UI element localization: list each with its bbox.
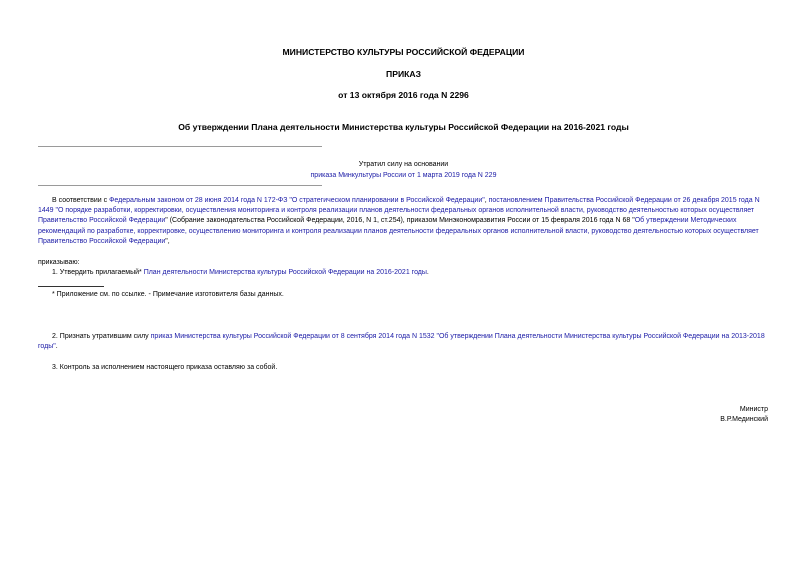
item-1-end: .	[426, 269, 429, 276]
date-number-heading: от 13 октября 2016 года N 2296	[338, 90, 469, 100]
ministry-heading: МИНИСТЕРСТВО КУЛЬТУРЫ РОССИЙСКОЙ ФЕДЕРАЦИИ	[282, 47, 525, 57]
doc-type-heading: ПРИКАЗ	[386, 69, 421, 79]
ministry-order-link[interactable]: Об утверждении Методических рекомендаций по разработке, корректировке, осуществлению мониторинга и контроля реализации планов деятельности федеральных органов исполнительной власти, руководство деятельностью которых осуществляет Правительство Российской Федерации	[38, 217, 759, 245]
document-title: Об утверждении Плана деятельности Министерства культуры Российской Федерации на 2016-2021 годы	[178, 122, 629, 132]
government-decree-link[interactable]: постановлением Правительства Российской Федерации от 26 декабря 2015 года N 1449 "О порядке разработки, корректировки, осуществления мониторинга и контроля реализации планов деятельности федеральных органов исполнительной власти, руководство деятельностью которых осуществляет Правительство Российской Федерации	[38, 197, 760, 225]
item-2-text: 2. Признать утратившим силу	[52, 333, 151, 340]
footnote: * Приложение см. по ссылке. - Примечание изготовителя базы данных.	[52, 291, 284, 298]
item-2-end: .	[55, 343, 58, 351]
preamble-text-4: ",	[165, 237, 170, 245]
repeal-notice-link[interactable]: приказа Минкультуры России от 1 марта 2019 года N 229	[310, 172, 497, 179]
divider-top	[38, 146, 322, 147]
divider-bottom	[38, 185, 322, 186]
signature-name: В.Р.Мединский	[720, 416, 768, 423]
repealed-order-link[interactable]: приказ Министерства культуры Российской Федерации от 8 сентября 2014 года N 1532 "Об утверждении Плана деятельности Министерства культуры Российской Федерации на 2013-2018 годы"	[38, 333, 765, 351]
item-1-text: 1. Утвердить прилагаемый*	[52, 269, 144, 276]
preamble-paragraph	[38, 196, 769, 247]
item-3: 3. Контроль за исполнением настоящего приказа оставляю за собой.	[52, 364, 278, 371]
preamble-text-3: " (Собрание законодательства Российской Федерации, 2016, N 1, ст.254), приказом Минэкономразвития России от 15 февраля 2016 года N 68 "	[165, 217, 635, 225]
preamble-text-1: В соответствии с	[52, 197, 110, 204]
orders-word: приказываю:	[38, 259, 80, 266]
item-2	[38, 332, 769, 352]
repeal-notice-text: Утратил силу на основании	[358, 161, 449, 168]
federal-law-link[interactable]: Федеральным законом от 28 июня 2014 года N 172-ФЗ "О стратегическом планировании в Российской Федерации"	[109, 197, 485, 204]
item-1	[52, 268, 772, 278]
preamble-text-2: ,	[484, 197, 489, 204]
signature-position: Министр	[739, 406, 768, 413]
footnote-divider	[38, 286, 104, 287]
activity-plan-link[interactable]: План деятельности Министерства культуры Российской Федерации на 2016-2021 годы	[143, 269, 427, 276]
